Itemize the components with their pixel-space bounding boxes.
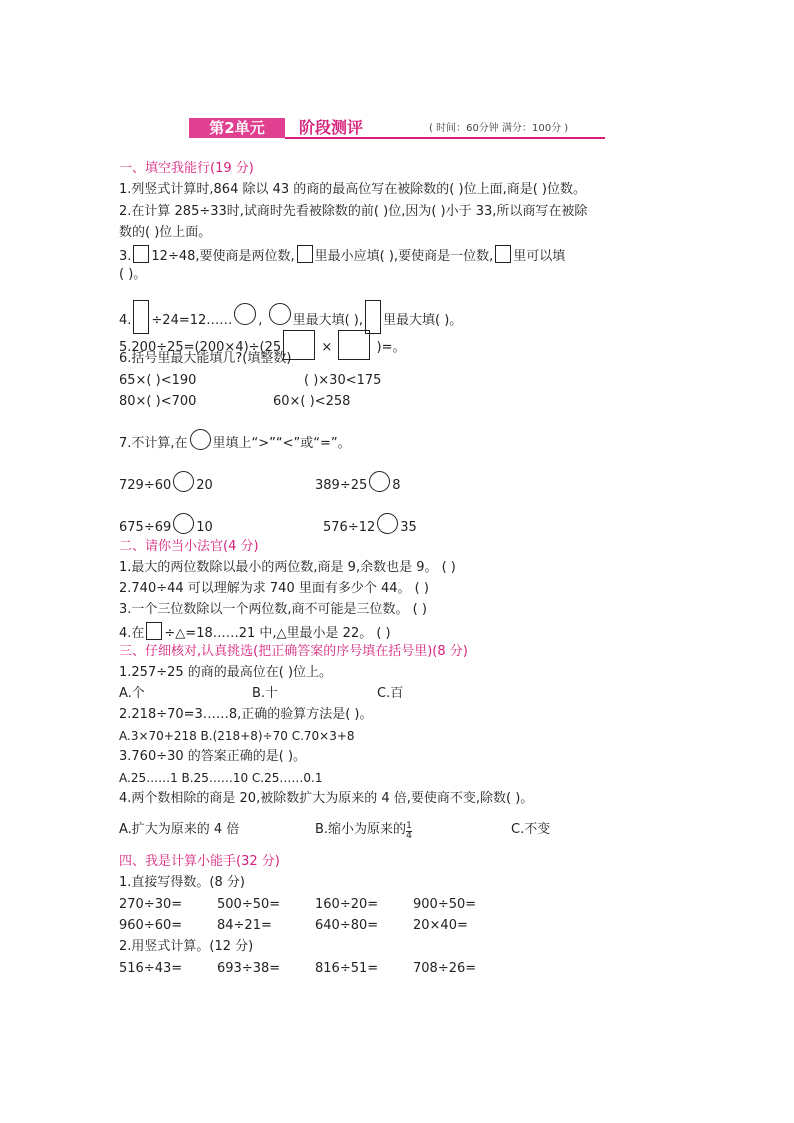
- option-c: C.不变: [511, 822, 551, 837]
- compare-right: 35: [400, 520, 417, 535]
- unit-tag: 第2单元: [189, 118, 285, 138]
- blank-circle: [190, 429, 211, 450]
- s2-q4-text: ÷△=18……21 中,△里最小是 22。 ( ): [164, 626, 391, 641]
- fraction-denominator: 4: [406, 831, 412, 841]
- option-c: C.百: [377, 686, 404, 701]
- blank-square-box: [297, 245, 313, 263]
- blank-tall-box: [365, 300, 381, 334]
- s4-part-2: 2.用竖式计算。(12 分): [119, 939, 254, 954]
- s1-question-4: [119, 300, 462, 334]
- s2-q4-number: 4.在: [119, 626, 145, 641]
- calc-item: 640÷80=: [315, 918, 379, 933]
- q3-text-b: 里最小应填( ),要使商是一位数,: [314, 249, 494, 264]
- s3-question-4: 4.两个数相除的商是 20,被除数扩大为原来的 4 倍,要使商不变,除数( )。: [119, 791, 534, 806]
- blank-circle: [369, 471, 390, 492]
- s2-question-1: 1.最大的两位数除以最小的两位数,商是 9,余数也是 9。 ( ): [119, 560, 456, 575]
- s1-question-7: [119, 429, 351, 453]
- compare-right: 20: [196, 478, 213, 493]
- option-b-text: B.缩小为原来的: [315, 822, 407, 837]
- q3-number: 3.: [119, 249, 132, 264]
- compare-left: 389÷25: [315, 478, 368, 493]
- blank-circle: [173, 513, 194, 534]
- q7-text-b: 里填上“>”“<”或“=”。: [212, 436, 351, 451]
- compare-pair: [323, 513, 417, 537]
- s2-question-4: [119, 622, 391, 643]
- compare-left: 576÷12: [323, 520, 376, 535]
- option-a: A.扩大为原来的 4 倍: [119, 822, 240, 837]
- s1-question-6-row-1: [119, 372, 382, 390]
- s4-row-2: [119, 917, 468, 935]
- s1-question-6-row-2: [119, 393, 351, 411]
- calc-item: 160÷20=: [315, 897, 379, 912]
- q5-text-a: 5.200÷25=(200×4)÷(25: [119, 340, 282, 355]
- blank-tall-box: [133, 300, 149, 334]
- q7-text-a: 7.不计算,在: [119, 436, 188, 451]
- q5-text-b: )=。: [376, 340, 406, 355]
- option-a: A.个: [119, 686, 145, 701]
- s1-question-6: 6.括号里最大能填几?(填整数): [119, 351, 292, 366]
- q6-item: 80×( )<700: [119, 394, 197, 409]
- s1-question-2-line-2: 数的( )位上面。: [119, 225, 212, 240]
- q4-text-a: ÷24=12……: [151, 313, 233, 328]
- q4-text-b: 里最大填( ),: [292, 313, 363, 328]
- section-2-title: 二、请你当小法官(4 分): [119, 539, 259, 554]
- q6-item: 60×( )<258: [273, 394, 351, 409]
- s1-question-3-line-1: [119, 245, 565, 266]
- s4-row-1: [119, 896, 477, 914]
- s1-question-2-line-1: 2.在计算 285÷33时,试商时先看被除数的前( )位,因为( )小于 33,所以商写在被除: [119, 204, 588, 219]
- compare-right: 10: [196, 520, 213, 535]
- blank-circle: [269, 303, 291, 325]
- s1-question-7-row-1: [119, 471, 401, 495]
- s1-question-7-row-2: [119, 513, 417, 537]
- fraction-numerator: 1: [406, 821, 412, 831]
- s3-question-1: 1.257÷25 的商的最高位在( )位上。: [119, 665, 333, 680]
- blank-square-box: [146, 622, 162, 640]
- q5-times: ×: [321, 340, 333, 355]
- section-1-title: 一、填空我能行(19 分): [119, 161, 254, 176]
- calc-item: 516÷43=: [119, 961, 183, 976]
- blank-circle: [173, 471, 194, 492]
- compare-right: 8: [392, 478, 401, 493]
- q4-text-c: 里最大填( )。: [382, 313, 463, 328]
- header-underline: [285, 137, 605, 139]
- calc-item: 960÷60=: [119, 918, 183, 933]
- s3-question-2: 2.218÷70=3……8,正确的验算方法是( )。: [119, 707, 373, 722]
- calc-item: 84÷21=: [217, 918, 272, 933]
- s2-question-3: 3.一个三位数除以一个两位数,商不可能是三位数。 ( ): [119, 602, 427, 617]
- option-b: B.十: [252, 686, 279, 701]
- q6-item: 65×( )<190: [119, 373, 197, 388]
- blank-square-box: [495, 245, 511, 263]
- compare-pair: [315, 471, 401, 495]
- unit-header: [189, 118, 607, 140]
- blank-circle: [234, 303, 256, 325]
- q3-text-a: 12÷48,要使商是两位数,: [151, 249, 295, 264]
- option-b: [315, 821, 412, 841]
- fraction: [406, 822, 412, 841]
- s3-question-3-options: A.25……1 B.25……10 C.25……0.1: [119, 771, 323, 785]
- s4-part-1: 1.直接写得数。(8 分): [119, 875, 245, 890]
- calc-item: 20×40=: [413, 918, 468, 933]
- s3-question-2-options: A.3×70+218 B.(218+8)÷70 C.70×3+8: [119, 729, 355, 743]
- s2-question-2: 2.740÷44 可以理解为求 740 里面有多少个 44。 ( ): [119, 581, 429, 596]
- calc-item: 270÷30=: [119, 897, 183, 912]
- q6-item: ( )×30<175: [304, 373, 382, 388]
- q4-number: 4.: [119, 313, 132, 328]
- calc-item: 693÷38=: [217, 961, 281, 976]
- blank-square-box: [338, 330, 370, 360]
- s1-question-1: 1.列竖式计算时,864 除以 43 的商的最高位写在被除数的( )位上面,商是( )位数。: [119, 182, 586, 197]
- calc-item: 900÷50=: [413, 897, 477, 912]
- section-3-title: 三、仔细核对,认真挑选(把正确答案的序号填在括号里)(8 分): [119, 644, 468, 659]
- page-title: 阶段测评: [299, 118, 364, 137]
- blank-square-box: [133, 245, 149, 263]
- s3-question-4-options: [119, 821, 551, 841]
- compare-left: 729÷60: [119, 478, 172, 493]
- time-score-info: ( 时间：60分钟 满分：100分 ): [429, 123, 569, 134]
- s1-question-3-line-2: ( )。: [119, 267, 147, 282]
- s3-question-1-options: [119, 685, 404, 703]
- s3-question-3: 3.760÷30 的答案正确的是( )。: [119, 749, 307, 764]
- calc-item: 500÷50=: [217, 897, 281, 912]
- blank-circle: [377, 513, 398, 534]
- section-4-title: 四、我是计算小能手(32 分): [119, 854, 280, 869]
- calc-item: 708÷26=: [413, 961, 477, 976]
- s4-row-3: [119, 960, 477, 978]
- calc-item: 816÷51=: [315, 961, 379, 976]
- q4-comma: ,: [258, 313, 263, 328]
- compare-left: 675÷69: [119, 520, 172, 535]
- q3-text-c: 里可以填: [513, 249, 566, 264]
